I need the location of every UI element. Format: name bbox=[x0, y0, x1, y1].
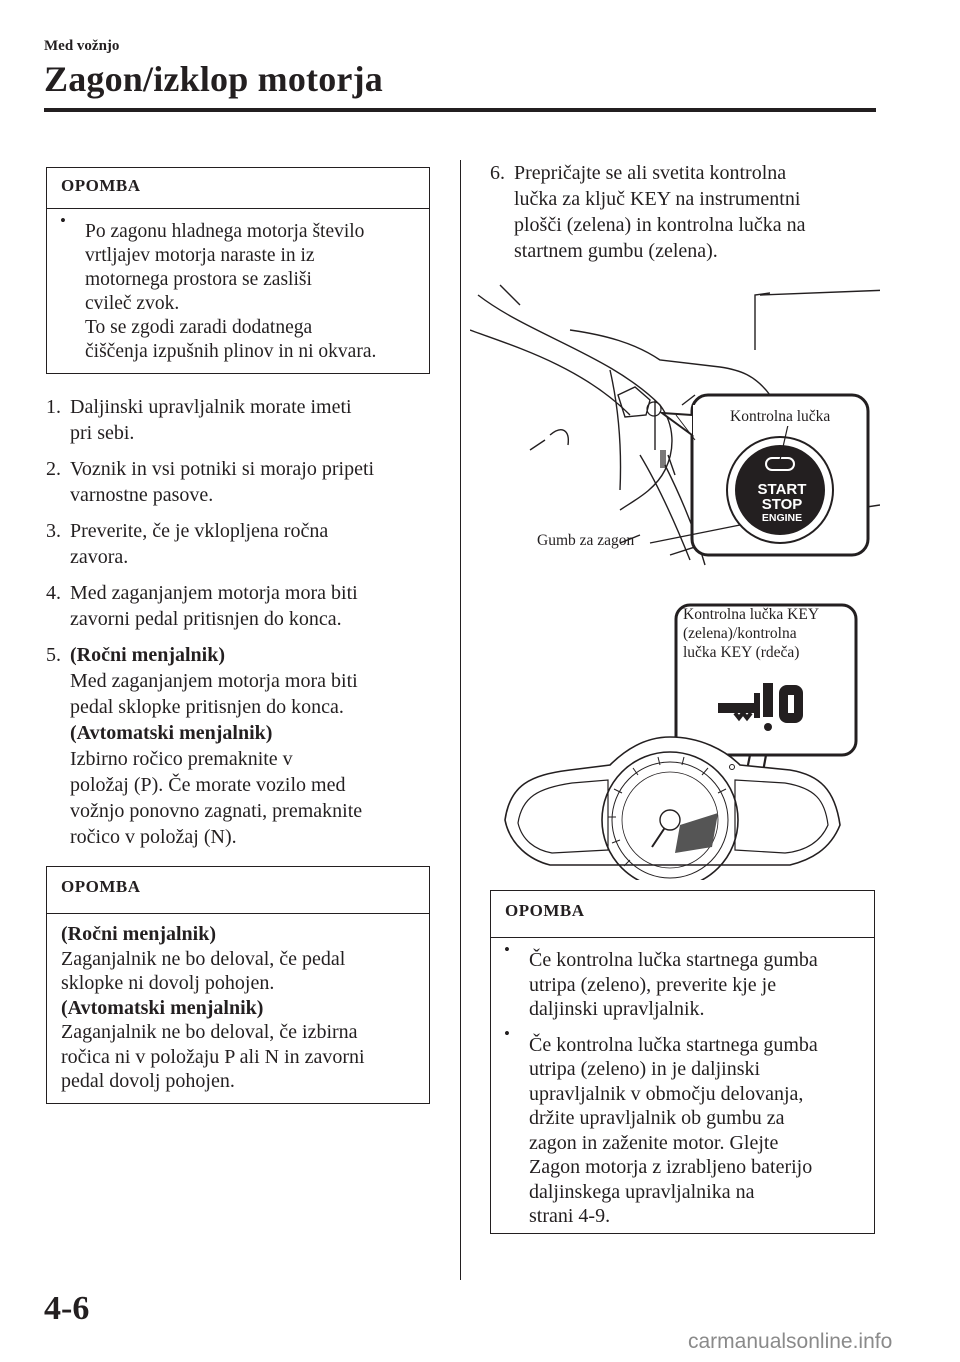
note-bullet bbox=[491, 938, 874, 1022]
note-line: Zagon motorja z izrabljeno baterijo bbox=[529, 1156, 813, 1178]
note-box-3 bbox=[490, 890, 875, 1234]
note-box-2 bbox=[46, 866, 430, 1104]
step-text: Daljinski upravljalnik morate imeti bbox=[70, 396, 352, 418]
key-indicator-label bbox=[683, 605, 819, 662]
note-line: Zaganjalnik ne bo deloval, če izbirna bbox=[61, 1021, 358, 1043]
indicator-light-label: Kontrolna lučka bbox=[730, 408, 831, 425]
step-4 bbox=[46, 580, 446, 634]
note-title: OPOMBA bbox=[61, 877, 141, 896]
step-3 bbox=[46, 518, 446, 572]
step-text: lučka za ključ KEY na instrumentni bbox=[514, 188, 801, 210]
step-text: Izbirno ročico premaknite v bbox=[70, 748, 293, 770]
start-button-label bbox=[752, 482, 812, 525]
step-text: pri sebi. bbox=[70, 422, 135, 444]
page-number: 4-6 bbox=[44, 1290, 90, 1327]
column-divider bbox=[460, 160, 461, 1280]
note-line: upravljalnik v območju delovanja, bbox=[529, 1082, 804, 1105]
note-line: Zaganjalnik ne bo deloval, če pedal bbox=[61, 947, 346, 970]
step-1 bbox=[46, 394, 446, 448]
note-line: sklopke ni dovolj pohojen. bbox=[61, 972, 275, 994]
step-number: 1. bbox=[46, 396, 61, 418]
note-bullet bbox=[47, 209, 429, 364]
note-bullet bbox=[491, 1022, 874, 1229]
note-line: cvileč zvok. bbox=[85, 293, 180, 314]
step-number: 5. bbox=[46, 644, 61, 666]
step-text: Prepričajte se ali svetita kontrolna bbox=[514, 162, 787, 184]
stop-label: STOP bbox=[761, 496, 803, 513]
note-line: utripa (zeleno) in je daljinski bbox=[529, 1058, 761, 1080]
note-line: ročica ni v položaju P ali N in zavorni bbox=[61, 1045, 365, 1068]
key-label-line: lučka KEY (rdeča) bbox=[683, 644, 800, 661]
step-subheading: (Avtomatski menjalnik) bbox=[70, 722, 273, 744]
section-header: Med vožnjo bbox=[44, 38, 120, 54]
note-subheading: (Avtomatski menjalnik) bbox=[61, 996, 264, 1019]
step-text: Med zaganjanjem motorja mora biti bbox=[70, 670, 358, 692]
step-number: 6. bbox=[490, 162, 505, 184]
note-line: strani 4-9. bbox=[529, 1205, 611, 1227]
step-text: ročico v položaj (N). bbox=[70, 826, 237, 848]
step-2 bbox=[46, 456, 446, 510]
step-text: vožnjo ponovno zagnati, premaknite bbox=[70, 800, 363, 822]
note-line: To se zgodi zaradi dodatnega bbox=[85, 317, 313, 338]
step-text: zavorni pedal pritisnjen do konca. bbox=[70, 608, 342, 630]
step-text: varnostne pasove. bbox=[70, 484, 214, 506]
key-label-line: Kontrolna lučka KEY bbox=[683, 606, 820, 623]
note-title: OPOMBA bbox=[61, 176, 141, 195]
step-text: Preverite, če je vklopljena ročna bbox=[70, 520, 329, 542]
step-number: 3. bbox=[46, 520, 61, 542]
watermark[interactable]: carmanualsonline.info bbox=[688, 1330, 893, 1353]
step-text: startnem gumbu (zelena). bbox=[514, 240, 718, 262]
step-subheading: (Ročni menjalnik) bbox=[70, 644, 225, 666]
key-label-line: (zelena)/kontrolna bbox=[683, 625, 797, 642]
note-line: • Po zagonu hladnega motorja število bbox=[85, 221, 365, 242]
step-6 bbox=[490, 160, 890, 270]
step-text: pedal sklopke pritisnjen do konca. bbox=[70, 696, 344, 718]
step-number: 4. bbox=[46, 582, 61, 604]
note-line: • Če kontrolna lučka startnega gumba bbox=[529, 949, 818, 971]
start-label: START bbox=[757, 481, 807, 498]
note-line: čiščenja izpušnih plinov in ni okvara. bbox=[85, 341, 377, 362]
note-line: daljinski upravljalnik. bbox=[529, 998, 705, 1020]
header-rule bbox=[44, 108, 876, 112]
note-title: OPOMBA bbox=[505, 901, 585, 920]
step-5 bbox=[46, 642, 446, 852]
step-text: položaj (P). Če morate vozilo med bbox=[70, 774, 346, 796]
chapter-title: Zagon/izklop motorja bbox=[44, 59, 384, 99]
step-text: Med zaganjanjem motorja mora biti bbox=[70, 582, 358, 604]
note-line: zagon in zaženite motor. Glejte bbox=[529, 1131, 779, 1154]
note-line: držite upravljalnik ob gumbu za bbox=[529, 1107, 785, 1129]
note-line: • Če kontrolna lučka startnega gumba bbox=[529, 1033, 818, 1056]
start-button-callout-label: Gumb za zagon bbox=[537, 532, 635, 549]
note-subheading: (Ročni menjalnik) bbox=[61, 923, 216, 945]
step-text: Voznik in vsi potniki si morajo pripeti bbox=[70, 458, 375, 480]
note-line: vrtljajev motorja naraste in iz bbox=[85, 245, 315, 266]
note-line: utripa (zeleno), preverite kje je bbox=[529, 973, 777, 996]
note-line: daljinskega upravljalnika na bbox=[529, 1180, 755, 1203]
note-line: pedal dovolj pohojen. bbox=[61, 1070, 235, 1092]
step-text: plošči (zelena) in kontrolna lučka na bbox=[514, 214, 806, 236]
note-box-1 bbox=[46, 167, 430, 374]
note-line: motornega prostora se zasliši bbox=[85, 269, 312, 290]
engine-label: ENGINE bbox=[761, 512, 803, 524]
step-text: zavora. bbox=[70, 546, 129, 568]
step-number: 2. bbox=[46, 458, 61, 480]
